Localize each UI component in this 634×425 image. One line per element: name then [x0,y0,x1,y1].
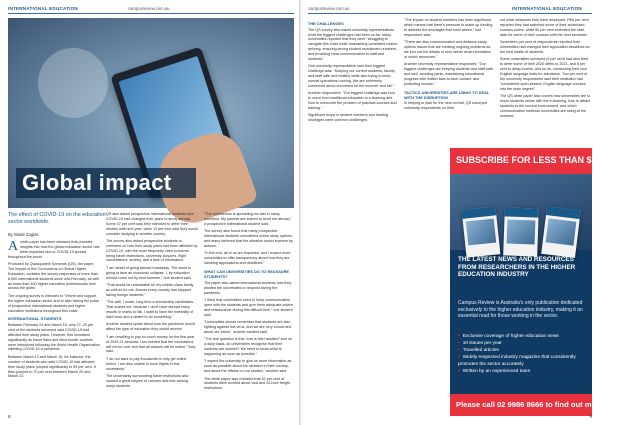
right-page [300,0,634,425]
paragraph [500,40,592,55]
paragraph-text: "Universities should remember that students are also fighting against this virus, and we are very concerned about our future," another student said. [204,320,291,334]
article-column-1 [8,240,100,382]
header-rule-right [308,13,592,14]
paragraph-text: The QS white paper also covers how universities are to move students online with the e-learning, how to attract students to the current environment, and which communication methods universities are using at the moment. [500,94,591,118]
article-column-2 [106,212,198,391]
article-column-3 [204,212,294,394]
paragraph-text: Produced by Quacquarelli Symonds (QS), the paper, The impact of the Coronavirus on Global Higher Education, contains the survey responses of more than 8,000 international students since mid-February, as well as more than 400 higher education professionals from across the globe. [8,262,99,291]
paragraph [106,300,198,320]
paragraph-text: THE CHALLENGES [308,21,344,26]
paragraph [308,113,398,123]
paragraph [308,28,398,62]
header-url: campusreview.com.au [128,6,170,11]
paragraph [8,323,100,352]
ad-bullet: • Widely-respected industry magazine that consistently promotes the sector accurately [458,355,586,369]
paragraph-text: Another student spoke about how the pandemic would affect the type of education they would receive. [106,322,195,332]
paragraph-text: The paper also asked international students how they wanted the universities to respond during the pandemic. [204,280,292,295]
ad-bullet: • Travelled articles [458,348,586,355]
paragraph [204,212,294,227]
paragraph [500,57,592,91]
ad-banner-text: SUBSCRIBE FOR LESS THAN $5 A WEEK [456,155,634,165]
paragraph [106,266,198,281]
ad-headline: THE LATEST NEWS AND RESOURCES FROM RESEARCHERS IN THE HIGHER EDUCATION INDUSTRY [458,256,576,279]
paragraph-text: The QS survey also asked university representatives what the biggest challenges had been so far. Many universities reported that they were "struggling to navigate this crisis while maintaining consistent routine delivery, ensuring strong student recruitment numbers, and providing clear communication to staff and students". [308,27,398,61]
paragraph-text: "I am unwilling to pay so much money for the first year of 2020-21 because I am worried that the coronavirus will not be over and that all classes will be online," they said. [106,334,196,354]
paragraph [106,357,198,372]
paragraph-text: out what measures they have employed. Fifty per cent reported they had switched some of their scheduled courses online, while 60 per cent extended the start date for some of their courses until the next semester. [500,18,589,37]
ad-body: Campus Review is Australia's only publication dedicated exclusively to the higher education industry, making it an essential read for those working in the sector. [458,300,583,319]
ad-bullet-list [458,334,586,376]
ad-bullet: • Written by an experienced team [458,369,586,376]
paragraph [308,64,398,88]
paragraph-text: "There are also communication and distance study options issues that are creating ongoing problems as we iron out the details of who needs what information or which resources." [404,40,491,59]
paragraph-text: Some universities surveyed (9 per cent) had also tried to defer some of their 2020 offers to 2021, and 8 per cent to delay exams, and so on, conducting their own English language tests for admission. Two per cent of the university respondents said their institution had "considered open-session English language courses into the main degree". [500,57,589,91]
paragraph-text: The ongoing survey is intended to "inform and support the higher education sector and to also 'taking the pulse of prospective international students and higher education institutions throughout this crisis'. [8,293,100,313]
paragraph [204,298,294,318]
paragraph [500,18,592,38]
subheading [404,90,494,100]
paragraph-text: The survey also asked prospective students to comment on how their study plans had been affected by COVID-19, with the most frequently cited concerns being travel restrictions, university closures, flight cancellations, anxiety, and a lack of information. [106,238,198,263]
paragraph-text: Between March 13 and March 15, for instance, the number of students who said COVID-19 had affected their study plans jumped significantly to 59 per cent. It then jumped to 70 per cent between March 20 and March 22. [8,354,96,379]
paragraph [404,18,494,38]
magazine-cover [541,206,581,258]
magazine-cover [462,206,501,257]
subheading [308,21,398,26]
page-number-right: 9 [589,414,592,419]
hero-light-spot [38,48,108,118]
paragraph [106,335,198,355]
paragraph [106,322,198,332]
paragraph [8,355,100,379]
subheading [204,269,294,279]
paragraph [106,283,198,298]
paragraph-text: The uncertainty surrounding travel restrictions also caused a great degree of concern and fear among many students. [106,374,189,388]
paragraph [204,281,294,296]
paragraph-text: Another respondent: "Our biggest challenge was how to move from traditional education to e-learning and how to overcome the problem of practical courses and training." [308,91,397,110]
hero-image [8,18,294,208]
paragraph [308,91,398,111]
paragraph-text: Significant drops in student numbers and funding shortages were common challenges. [308,113,388,123]
paragraph [204,229,294,249]
magazine-covers-image [450,174,592,250]
paragraph-text: Another university representative responded: "Our biggest challenges are keeping students and staff safe and well, avoiding panic, maintaining educational progress with limited face-to-face contact, and protecting income." [404,62,493,86]
ad-cta-text: Please call 02 9986 8666 to find out more [456,400,604,409]
paragraph [204,320,294,335]
header-rule [8,13,294,14]
paragraph-text: In helping to plan for the new normal, QS surveyed university respondents on their [404,101,488,111]
paragraph-text: "I am afraid of going abroad nowadays. The world is going to face an economic collapse. I, by education, should come out by next summer," one student said. [106,265,192,280]
article-byline: By Wade Zaglas [8,232,39,237]
paragraph-text: QS also asked prospective international students how COVID-19 had changed their plans to study abroad. Some 47 per cent said they intended to defer their studies until next year, while 13 per cent said they would consider studying in another country. [106,212,198,236]
ad-banner [450,148,634,174]
section-header: INTERNATIONAL EDUCATION [8,6,78,11]
paragraph-text: "I expect the university to give us more information as soon as possible about the situation in their country, and about the effects on our studies," another said. [204,359,292,374]
paragraph-text: "That would be unbearable for my middle-class family, as well as for me. Almost every country has stopped taking foreign students." [106,283,195,297]
article-column-5 [404,18,494,114]
paragraph-text: "I do not want to pay thousands to only get online tuition. I am also unable to book flights in this uncertainty." [106,356,187,371]
paragraph-text: while paper has been released that provides insights into how the global education sector has been impacted due to COVID-19 spread throughout the world. [8,240,100,259]
header-url-right: campusreview.com.au [308,6,350,11]
paragraph-text: Between February 24 and March 15, only 27–29 per cent of the students surveyed said COVID-19 had affected their study plans. However, this increased significantly as travel bans and strict border controls were introduced following the World Health Organization labelling COVID-19 a pandemic. [8,323,100,352]
subheading [8,316,100,321]
paragraph-text: Seventeen per cent of respondents reported their universities had changed their application deadlines for the next intake of students. [500,40,590,54]
paragraph-text: INTERNATIONAL STUDENTS [8,316,62,322]
page-number-left: 8 [8,414,11,419]
paragraph-text: "The real question is this: how is this handled? And on a daily basis, do universities recognise that their students are worried? We need to know what is happening as soon as possible." [204,337,293,356]
ad-cta-bar[interactable] [450,394,604,416]
ad-bullet: • 10 issues per year [458,341,586,348]
subscription-advert[interactable] [450,148,634,416]
paragraph [500,94,592,118]
paragraph [106,374,198,389]
paragraph-text: WHAT CAN UNIVERSITIES DO TO REASSURE STUDENTS? [204,268,290,280]
paragraph-text: "The well, I mean, long time a scholarship candidates. That scares me, because I don't have abroad many results or marks to fall. I want to have the mentality of hard work and a desire to do something." [106,300,195,319]
paragraph [404,62,494,86]
paragraph [404,40,494,60]
paragraph [106,212,198,236]
paragraph-text: "In the end, all of us are impacted, and I expect more universities to offer transparency about how they are handling applications and deadlines." [204,251,291,266]
paragraph [106,239,198,263]
paragraph [8,262,100,291]
paragraph [204,337,294,357]
paragraph [404,101,494,111]
paragraph [204,359,294,374]
paragraph-text: One university representative said their biggest challenge was: "Keeping our current students, faculty and staff safe and healthy while also trying to keep normal operations running. We are extremely concerned about enrolment for the summer and fall." [308,64,395,88]
paragraph-text: "The impact on student numbers has been significant, which means that there's pressure to make up funding to address the shortages that have arisen," one respondent said. [404,18,493,37]
paragraph [204,251,294,266]
article-column-6 [500,18,592,121]
paragraph-text: The survey also found that many prospective international students considered online study options, and many believed that the situation would improve by autumn. [204,229,293,248]
ad-bullet: • Exclusive coverage of higher education news [458,334,586,341]
paragraph-text: "I think that universities need to keep communication open with the students and give them adequate advice and reassurance during this difficult time," one student said. [204,297,294,317]
article-standfirst: The effect of COVID-19 on the education sector worldwide. [8,212,106,225]
article-title: Global impact [22,170,172,195]
paragraph-text: "The coronavirus is spreading too fast in many countries. My parents are scared to send me abroad," a prospective international student said. [204,212,292,226]
drop-cap: A [8,239,19,254]
paragraph-text: The white paper also revealed that 52 per cent of students were worried about visa and 24-hour freight restrictions. [204,376,291,391]
magazine-cover [503,207,539,256]
paragraph [204,377,294,392]
left-page [0,0,300,425]
paragraph [8,294,100,314]
article-column-4 [308,18,398,126]
section-header-right: INTERNATIONAL EDUCATION [512,6,582,11]
paragraph [8,240,100,260]
paragraph-text: TACTICS UNIVERSITIES ARE USING TO DEAL WITH THE DISRUPTION [404,89,490,100]
